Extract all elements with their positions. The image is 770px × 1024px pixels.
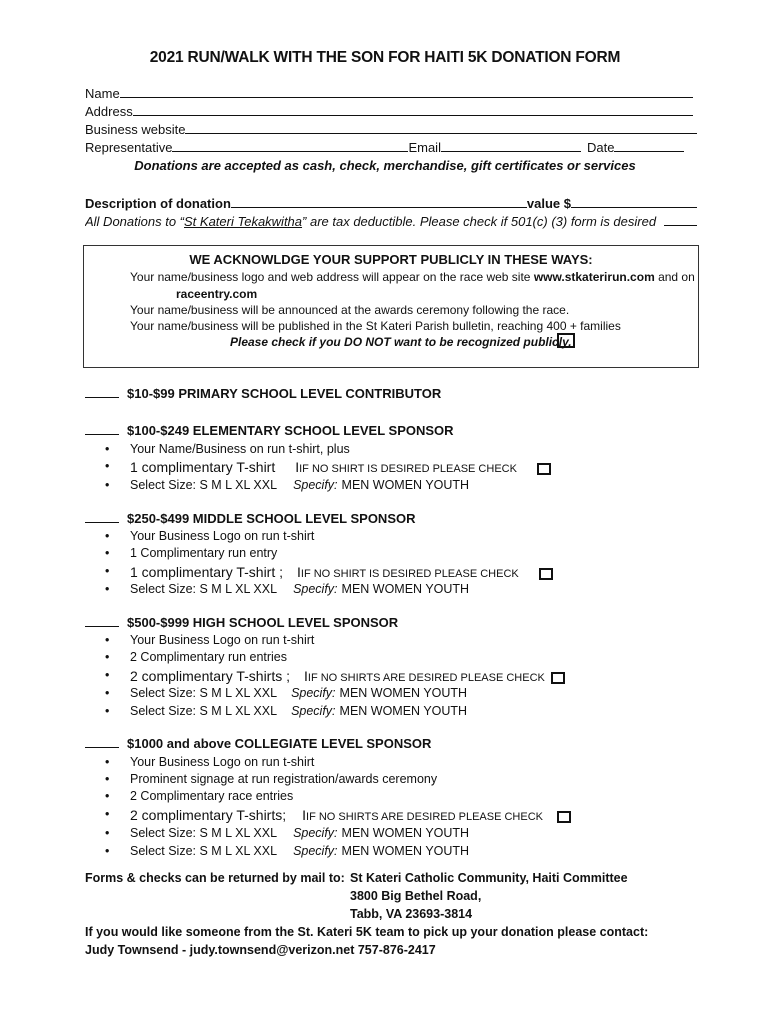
name-line	[85, 86, 697, 101]
level-primary-title: $10-$99 PRIMARY SCHOOL LEVEL CONTRIBUTOR	[127, 386, 442, 401]
specify-label: Specify:	[293, 582, 338, 596]
size-options: Select Size: S M L XL XXL	[130, 844, 278, 858]
mail-address-line3: Tabb, VA 23693-3814	[350, 907, 473, 921]
level-middle-blank[interactable]	[85, 512, 119, 523]
date-label: Date	[586, 140, 615, 155]
list-item: • 2 complimentary T-shirts; IIF NO SHIRTS ARE DESIRED PLEASE CHECK	[109, 807, 550, 823]
representative-label: Representative	[85, 140, 173, 155]
description-line	[85, 196, 697, 211]
list-item	[109, 546, 278, 560]
list-item	[109, 650, 288, 664]
ack-line1-text: Your name/business logo and web address will appear on the race web site	[130, 270, 534, 284]
name-field[interactable]	[120, 86, 693, 98]
tax-note-line	[85, 214, 697, 229]
list-item-text: 1 complimentary T-shirt	[130, 459, 276, 475]
list-item-text: 2 Complimentary run entries	[130, 650, 288, 664]
website-label: Business website	[85, 122, 186, 137]
opt-out-checkbox[interactable]	[557, 333, 575, 348]
date-field[interactable]	[614, 140, 684, 152]
level-elementary-title: $100-$249 ELEMENTARY SCHOOL LEVEL SPONSOR	[127, 423, 454, 438]
contact-info: Judy Townsend - judy.townsend@verizon.net 757-876-2417	[85, 943, 436, 957]
list-item	[109, 755, 315, 769]
level-collegiate-blank[interactable]	[85, 737, 119, 748]
specify-options: MEN WOMEN YOUTH	[339, 686, 468, 700]
level-elementary-blank[interactable]	[85, 424, 119, 435]
form-title: 2021 RUN/WALK WITH THE SON FOR HAITI 5K DONATION FORM	[149, 49, 621, 66]
opt-out-label: Please check if you DO NOT want to be recognized publicly.	[230, 335, 572, 349]
list-item: • 1 complimentary T-shirt ; IIF NO SHIRT IS DESIRED PLEASE CHECK	[109, 564, 532, 580]
size-options: Select Size: S M L XL XXL	[130, 826, 278, 840]
acknowledgement-title: WE ACKNOWLDGE YOUR SUPPORT PUBLICLY IN THESE WAYS:	[189, 252, 593, 267]
email-label: Email	[408, 140, 441, 155]
address-field[interactable]	[133, 104, 693, 116]
list-item-text: Your Business Logo on run t-shirt	[130, 633, 315, 647]
level-high-school-blank[interactable]	[85, 616, 119, 627]
pickup-note: If you would like someone from the St. Kateri 5K team to pick up your donation please contact:	[85, 925, 649, 939]
list-item-text: 1 Complimentary run entry	[130, 546, 278, 560]
size-options: Select Size: S M L XL XXL	[130, 704, 278, 718]
specify-label: Specify:	[291, 686, 336, 700]
list-item	[109, 686, 468, 700]
level-primary	[85, 386, 441, 401]
no-shirt-checkbox[interactable]	[537, 463, 551, 475]
no-shirt-checkbox[interactable]	[539, 568, 553, 580]
raceentry-url: raceentry.com	[176, 287, 258, 301]
specify-label: Specify:	[293, 478, 338, 492]
email-field[interactable]	[441, 140, 581, 152]
level-high-school	[85, 615, 398, 630]
acknowledgement-box	[83, 245, 699, 368]
no-shirt-label: IF NO SHIRTS ARE DESIRED PLEASE CHECK	[307, 672, 545, 684]
website-field[interactable]	[185, 122, 697, 134]
list-item	[109, 826, 470, 840]
level-primary-blank[interactable]	[85, 387, 119, 398]
website-line	[85, 122, 697, 137]
representative-line	[85, 140, 697, 155]
list-item-text: Prominent signage at run registration/awards ceremony	[130, 772, 438, 786]
list-item-text: 2 complimentary T-shirts;	[130, 807, 287, 823]
no-shirt-label: IF NO SHIRTS ARE DESIRED PLEASE CHECK	[306, 811, 543, 823]
address-line	[85, 104, 697, 119]
mail-label: Forms & checks can be returned by mail to:	[85, 871, 345, 885]
mail-address-line2: 3800 Big Bethel Road,	[350, 889, 482, 903]
list-item	[109, 789, 294, 803]
acknowledgement-line-bulletin: Your name/business will be published in the St Kateri Parish bulletin, reaching 400 + families	[130, 319, 621, 333]
size-options: Select Size: S M L XL XXL	[130, 686, 278, 700]
list-item-text: 2 Complimentary race entries	[130, 789, 294, 803]
specify-options: MEN WOMEN YOUTH	[341, 478, 470, 492]
list-item-text: Your Name/Business on run t-shirt, plus	[130, 442, 350, 456]
list-item	[109, 478, 470, 492]
specify-options: MEN WOMEN YOUTH	[341, 844, 470, 858]
501c3-check-field[interactable]	[664, 214, 697, 226]
list-item	[109, 772, 438, 786]
list-item: • 1 complimentary T-shirt IIF NO SHIRT IS DESIRED PLEASE CHECK	[109, 459, 530, 475]
size-options: Select Size: S M L XL XXL	[130, 582, 278, 596]
specify-options: MEN WOMEN YOUTH	[341, 826, 470, 840]
list-item-text: Your Business Logo on run t-shirt	[130, 529, 315, 543]
list-item	[109, 582, 470, 596]
level-collegiate	[85, 736, 431, 751]
level-elementary	[85, 423, 454, 438]
list-item-text: 1 complimentary T-shirt ;	[130, 564, 284, 580]
no-shirt-checkbox[interactable]	[557, 811, 571, 823]
description-label: Description of donation	[85, 196, 231, 211]
level-middle-title: $250-$499 MIDDLE SCHOOL LEVEL SPONSOR	[127, 511, 416, 526]
tax-note-prefix: All Donations to “	[85, 214, 184, 229]
address-label: Address	[85, 104, 133, 119]
name-label: Name	[85, 86, 120, 101]
mail-address-line1: St Kateri Catholic Community, Haiti Committee	[350, 871, 628, 885]
tax-note-suffix: ” are tax deductible. Please check if 501(c) (3) form is desired	[302, 214, 657, 229]
no-shirt-label: IF NO SHIRT IS DESIRED PLEASE CHECK	[300, 568, 519, 580]
acknowledgement-line-website	[130, 270, 695, 284]
list-item	[109, 442, 350, 456]
list-item	[109, 529, 315, 543]
specify-label: Specify:	[291, 704, 336, 718]
specify-label: Specify:	[293, 844, 338, 858]
representative-field[interactable]	[172, 140, 408, 152]
level-high-school-title: $500-$999 HIGH SCHOOL LEVEL SPONSOR	[127, 615, 399, 630]
list-item: • 2 complimentary T-shirts ; IIF NO SHIRTS ARE DESIRED PLEASE CHECK	[109, 668, 544, 684]
list-item	[109, 633, 315, 647]
specify-options: MEN WOMEN YOUTH	[341, 582, 470, 596]
list-item	[109, 704, 468, 718]
list-item	[109, 844, 470, 858]
list-item-text: Your Business Logo on run t-shirt	[130, 755, 315, 769]
ack-line1-suffix: and on	[654, 270, 695, 284]
value-label: value $	[526, 196, 571, 211]
size-options: Select Size: S M L XL XXL	[130, 478, 278, 492]
specify-options: MEN WOMEN YOUTH	[339, 704, 468, 718]
level-collegiate-title: $1000 and above COLLEGIATE LEVEL SPONSOR	[127, 736, 432, 751]
acknowledgement-line-awards: Your name/business will be announced at the awards ceremony following the race.	[130, 303, 570, 317]
donation-types-note: Donations are accepted as cash, check, merchandise, gift certificates or services	[134, 158, 636, 173]
value-field[interactable]	[571, 196, 697, 208]
level-middle	[85, 511, 416, 526]
tax-note-parish: St Kateri Tekakwitha	[184, 214, 303, 229]
list-item-text: 2 complimentary T-shirts ;	[130, 668, 291, 684]
specify-label: Specify:	[293, 826, 338, 840]
race-website-url: www.stkaterirun.com	[533, 270, 655, 284]
description-field[interactable]	[231, 196, 527, 208]
no-shirt-checkbox[interactable]	[551, 672, 565, 684]
no-shirt-label: IF NO SHIRT IS DESIRED PLEASE CHECK	[299, 463, 517, 475]
